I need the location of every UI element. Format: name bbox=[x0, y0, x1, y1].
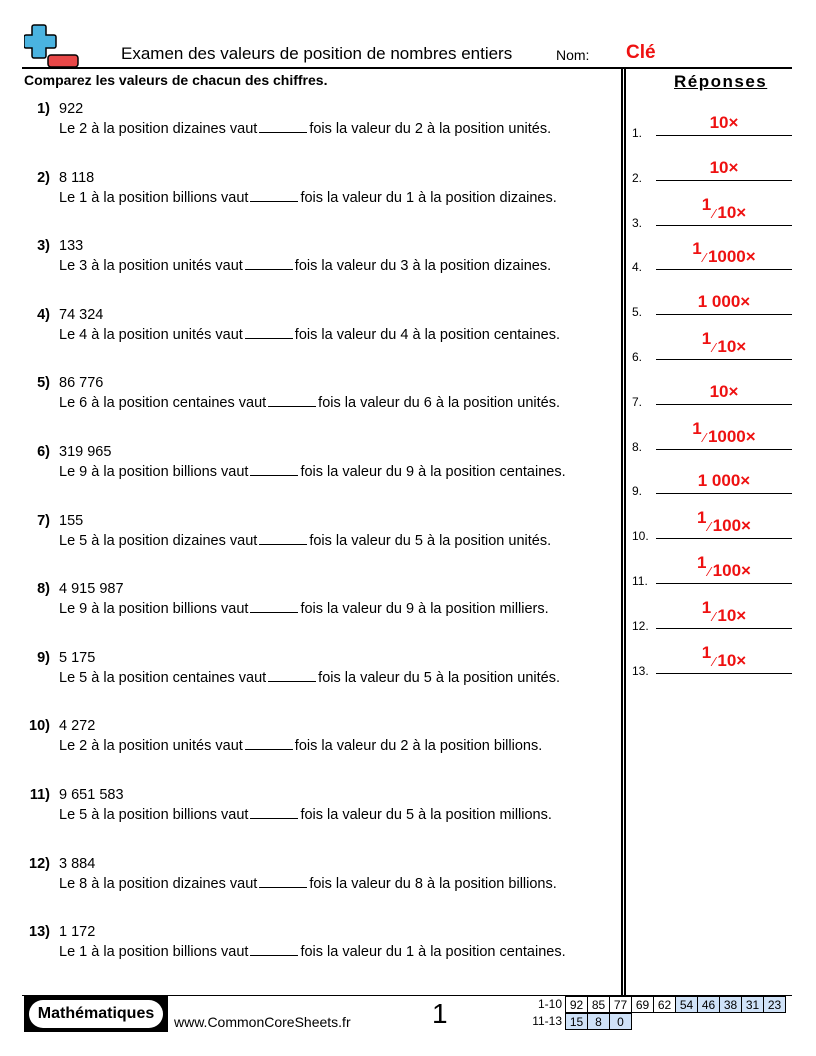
answer-row bbox=[632, 275, 792, 319]
answer-line bbox=[656, 314, 792, 315]
answer-blank[interactable] bbox=[259, 532, 307, 545]
statement-before: Le 2 à la position unités vaut bbox=[59, 738, 243, 755]
fraction-denominator: 10× bbox=[717, 605, 747, 625]
answer-line bbox=[656, 583, 792, 584]
problem-statement bbox=[59, 943, 566, 962]
fraction-denominator: 1000× bbox=[707, 247, 756, 267]
problem-statement bbox=[59, 394, 560, 413]
problem-statement bbox=[59, 600, 549, 619]
statement-before: Le 3 à la position unités vaut bbox=[59, 258, 243, 275]
problem-statement bbox=[59, 806, 552, 825]
answer-blank[interactable] bbox=[259, 120, 307, 133]
answer-line bbox=[656, 225, 792, 226]
fraction-denominator: 10× bbox=[717, 650, 747, 670]
fraction-numerator: 1 bbox=[701, 642, 712, 662]
name-label: Nom: bbox=[556, 47, 590, 63]
statement-after: fois la valeur du 2 à la position billions. bbox=[294, 738, 543, 755]
answer-row bbox=[632, 634, 792, 678]
fraction-numerator: 1 bbox=[697, 508, 707, 528]
fraction-slash: ⁄ bbox=[708, 564, 711, 579]
answer-line bbox=[656, 673, 792, 674]
statement-after: fois la valeur du 5 à la position millions. bbox=[300, 807, 552, 823]
fraction-numerator: 1 bbox=[701, 329, 712, 348]
score-cell: 8 bbox=[588, 1014, 610, 1030]
score-cell: 69 bbox=[632, 997, 654, 1013]
answer-number: 9. bbox=[632, 484, 643, 499]
answer-row bbox=[632, 544, 792, 588]
answer-number: 11. bbox=[632, 574, 648, 588]
problem-number: 9) bbox=[37, 649, 50, 666]
statement-after: fois la valeur du 3 à la position dizaines. bbox=[294, 258, 552, 275]
score-cell: 15 bbox=[566, 1014, 588, 1030]
score-row bbox=[565, 1013, 632, 1030]
answer-row bbox=[632, 365, 792, 409]
statement-after: fois la valeur du 1 à la position centaines. bbox=[300, 944, 566, 961]
problem-value: 8 118 bbox=[59, 169, 95, 186]
statement-after: fois la valeur du 9 à la position milliers. bbox=[300, 601, 549, 618]
fraction-numerator: 1 bbox=[701, 597, 712, 617]
answer-row bbox=[632, 141, 792, 185]
statement-before: Le 1 à la position billions vaut bbox=[59, 189, 249, 206]
score-cell: 54 bbox=[676, 997, 698, 1013]
statement-after: fois la valeur du 8 à la position billions. bbox=[309, 875, 557, 892]
statement-after: fois la valeur du 1 à la position dizaines. bbox=[300, 189, 557, 206]
problem-statement bbox=[59, 326, 560, 345]
problem-number: 10) bbox=[29, 718, 50, 735]
answer-value: 1 000× bbox=[697, 471, 751, 491]
answer-number: 2. bbox=[632, 170, 643, 185]
answer-value bbox=[656, 418, 792, 447]
problem-number: 4) bbox=[37, 306, 50, 323]
statement-before: Le 5 à la position centaines vaut bbox=[59, 669, 267, 686]
problem-value: 86 776 bbox=[59, 375, 104, 392]
statement-before: Le 5 à la position billions vaut bbox=[59, 807, 249, 823]
answer-number: 3. bbox=[632, 215, 643, 230]
score-cell: 77 bbox=[610, 997, 632, 1013]
score-cell: 62 bbox=[654, 997, 676, 1013]
problem-value: 3 884 bbox=[59, 855, 96, 872]
answer-value: 1 000× bbox=[697, 292, 751, 312]
math-plus-minus-logo-icon bbox=[24, 24, 80, 68]
fraction-denominator: 10× bbox=[717, 202, 747, 222]
subject-badge: Mathématiques bbox=[29, 1000, 163, 1028]
answer-blank[interactable] bbox=[250, 463, 298, 476]
answer-blank[interactable] bbox=[245, 737, 293, 750]
statement-before: Le 9 à la position billions vaut bbox=[59, 464, 249, 480]
page-number: 1 bbox=[432, 998, 448, 1029]
fraction-numerator: 1 bbox=[692, 418, 702, 438]
answer-line bbox=[656, 359, 792, 360]
answer-line bbox=[656, 628, 792, 629]
answer-blank[interactable] bbox=[250, 943, 298, 956]
score-cell: 38 bbox=[720, 997, 742, 1013]
answer-number: 8. bbox=[632, 439, 643, 454]
answer-line bbox=[656, 538, 792, 539]
problem-number: 2) bbox=[37, 169, 50, 186]
problem-number: 12) bbox=[29, 855, 50, 872]
answer-row bbox=[632, 499, 792, 543]
answer-number: 4. bbox=[632, 260, 643, 275]
problem-value: 1 172 bbox=[59, 924, 96, 941]
problem-statement bbox=[59, 532, 551, 551]
answer-blank[interactable] bbox=[250, 189, 298, 202]
problem-value: 9 651 583 bbox=[59, 787, 124, 803]
fraction-denominator: 10× bbox=[717, 337, 747, 356]
fraction-numerator: 1 bbox=[697, 553, 707, 572]
answer-value bbox=[656, 553, 792, 581]
answer-row bbox=[632, 186, 792, 230]
fraction-denominator: 1000× bbox=[707, 426, 756, 446]
fraction-slash: ⁄ bbox=[713, 340, 716, 355]
problem-number: 6) bbox=[37, 444, 50, 460]
answer-line bbox=[656, 180, 792, 181]
fraction-slash: ⁄ bbox=[713, 205, 716, 221]
fraction-slash: ⁄ bbox=[703, 250, 706, 266]
problem-value: 5 175 bbox=[59, 649, 96, 666]
score-row-label: 11-13 bbox=[532, 1014, 562, 1028]
statement-after: fois la valeur du 4 à la position centaines. bbox=[294, 326, 560, 343]
statement-after: fois la valeur du 9 à la position centaines. bbox=[300, 464, 566, 480]
score-cell: 31 bbox=[742, 997, 764, 1013]
answer-number: 13. bbox=[632, 663, 649, 678]
problem-value: 133 bbox=[59, 238, 84, 255]
problem-value: 4 915 987 bbox=[59, 581, 124, 598]
site-link[interactable]: www.CommonCoreSheets.fr bbox=[174, 1014, 351, 1030]
answer-blank[interactable] bbox=[268, 669, 316, 682]
answer-row bbox=[632, 96, 792, 140]
problem-value: 155 bbox=[59, 512, 84, 529]
answer-row bbox=[632, 589, 792, 633]
statement-before: Le 6 à la position centaines vaut bbox=[59, 395, 267, 412]
problem-statement bbox=[59, 875, 557, 894]
worksheet-title: Examen des valeurs de position de nombres entiers bbox=[121, 44, 513, 63]
problem-number: 8) bbox=[37, 581, 50, 598]
score-cell: 23 bbox=[764, 997, 786, 1013]
answer-line bbox=[656, 269, 792, 270]
answer-value: 10× bbox=[709, 381, 739, 401]
answer-blank[interactable] bbox=[268, 394, 316, 407]
column-divider bbox=[621, 69, 626, 995]
score-row bbox=[565, 996, 786, 1013]
answer-number: 7. bbox=[632, 394, 643, 409]
statement-before: Le 5 à la position dizaines vaut bbox=[59, 532, 258, 549]
answer-row bbox=[632, 320, 792, 364]
statement-before: Le 2 à la position dizaines vaut bbox=[59, 121, 258, 137]
answer-value bbox=[656, 239, 792, 267]
answer-number: 1. bbox=[632, 126, 643, 140]
answer-value: 10× bbox=[709, 113, 739, 132]
fraction-numerator: 1 bbox=[692, 239, 702, 259]
problem-number: 3) bbox=[37, 238, 50, 255]
score-cell: 0 bbox=[610, 1014, 632, 1030]
problem-statement bbox=[59, 120, 551, 139]
score-cell: 46 bbox=[698, 997, 720, 1013]
problem-statement bbox=[59, 257, 551, 276]
fraction-numerator: 1 bbox=[701, 194, 712, 214]
problem-value: 319 965 bbox=[59, 444, 112, 460]
statement-after: fois la valeur du 2 à la position unités. bbox=[309, 121, 552, 137]
answer-row bbox=[632, 410, 792, 454]
answer-blank[interactable] bbox=[250, 806, 298, 819]
answer-value bbox=[656, 642, 792, 671]
problem-value: 4 272 bbox=[59, 718, 96, 735]
answer-number: 12. bbox=[632, 618, 649, 633]
answer-value bbox=[656, 597, 792, 626]
answer-row bbox=[632, 230, 792, 274]
answer-value bbox=[656, 329, 792, 357]
statement-after: fois la valeur du 5 à la position unités. bbox=[309, 532, 552, 549]
answer-number: 6. bbox=[632, 350, 643, 364]
problem-statement bbox=[59, 669, 560, 688]
problem-statement bbox=[59, 189, 557, 208]
problem-number: 11) bbox=[29, 787, 50, 803]
statement-before: Le 4 à la position unités vaut bbox=[59, 326, 243, 343]
answer-line bbox=[656, 449, 792, 450]
answer-number: 10. bbox=[632, 529, 649, 544]
problem-statement bbox=[59, 463, 566, 482]
fraction-slash: ⁄ bbox=[703, 429, 706, 445]
answer-blank[interactable] bbox=[245, 257, 293, 270]
fraction-denominator: 100× bbox=[712, 516, 751, 536]
problem-number: 13) bbox=[29, 924, 50, 941]
statement-before: Le 1 à la position billions vaut bbox=[59, 944, 249, 961]
answer-blank[interactable] bbox=[259, 875, 307, 888]
problem-statement bbox=[59, 737, 542, 756]
answer-value bbox=[656, 508, 792, 536]
problem-value: 922 bbox=[59, 101, 84, 117]
statement-after: fois la valeur du 6 à la position unités. bbox=[318, 395, 560, 412]
problem-value: 74 324 bbox=[59, 306, 104, 323]
answers-title: Réponses bbox=[674, 72, 768, 91]
problem-number: 5) bbox=[37, 375, 50, 392]
instructions: Comparez les valeurs de chacun des chiffres. bbox=[24, 72, 328, 88]
problem-number: 1) bbox=[37, 101, 50, 117]
answer-line bbox=[656, 135, 792, 136]
answer-number: 5. bbox=[632, 305, 643, 320]
score-row-label: 1-10 bbox=[537, 997, 562, 1011]
answer-blank[interactable] bbox=[250, 600, 298, 613]
score-cell: 92 bbox=[566, 997, 588, 1013]
fraction-slash: ⁄ bbox=[708, 519, 711, 535]
fraction-denominator: 100× bbox=[712, 561, 751, 580]
answer-line bbox=[656, 493, 792, 494]
answer-row bbox=[632, 454, 792, 498]
statement-before: Le 9 à la position billions vaut bbox=[59, 601, 249, 618]
statement-after: fois la valeur du 5 à la position unités. bbox=[318, 669, 560, 686]
name-value: Clé bbox=[626, 42, 656, 63]
fraction-slash: ⁄ bbox=[713, 608, 716, 624]
answer-value: 10× bbox=[709, 157, 739, 177]
answer-value bbox=[656, 194, 792, 223]
score-cell: 85 bbox=[588, 997, 610, 1013]
header-divider bbox=[22, 67, 792, 69]
answer-blank[interactable] bbox=[245, 326, 293, 339]
answer-line bbox=[656, 404, 792, 405]
fraction-slash: ⁄ bbox=[713, 653, 716, 669]
statement-before: Le 8 à la position dizaines vaut bbox=[59, 875, 258, 892]
problem-number: 7) bbox=[37, 512, 50, 529]
